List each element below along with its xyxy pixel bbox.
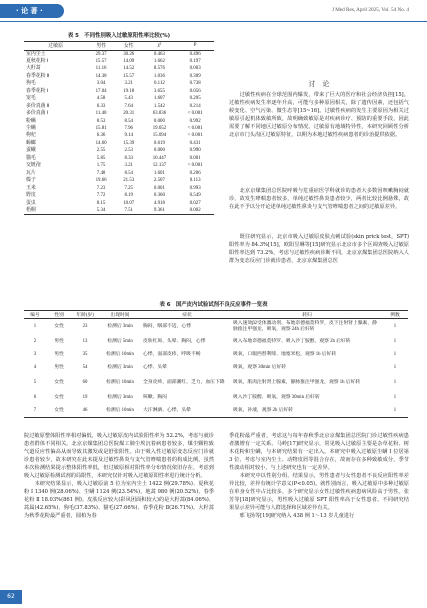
- table5-cell: 12.137: [152, 163, 167, 169]
- table5-cell: 0.003: [189, 66, 201, 72]
- table5-cell: 15.57: [95, 58, 107, 64]
- table5-cell: 玉米: [26, 185, 36, 191]
- table6-cell: 1: [33, 324, 37, 330]
- table5-cell: 8.576: [153, 66, 165, 72]
- table-row: [24, 185, 214, 192]
- table5-cell: 21.53: [123, 178, 135, 184]
- table5-cell: 15.39: [123, 140, 135, 146]
- table5-cell: < 0.001: [187, 133, 203, 139]
- table6-cell: 男性: [54, 352, 64, 357]
- table6-cell: 女性: [46, 405, 72, 418]
- table6-cell: 19: [82, 395, 88, 400]
- table5-cell: 7.51: [115, 207, 143, 215]
- table5-cell: 29.37: [95, 51, 107, 57]
- table6-cell: 1: [393, 352, 397, 357]
- table-row: [24, 110, 214, 117]
- table5-cell: 春季花粉 Ⅱ: [26, 73, 50, 79]
- table-row: [24, 88, 214, 95]
- table5-cell: 15.094: [152, 133, 167, 139]
- table5-cell: 春季花粉 Ⅰ: [26, 88, 49, 94]
- table5-cell: 10.07: [123, 200, 135, 206]
- table5-cell: 9.361: [143, 207, 177, 215]
- table-row: [24, 375, 408, 392]
- table5-header-cell: P: [176, 42, 214, 51]
- table5-cell: 8.54: [124, 170, 133, 176]
- table6-cell: 35: [82, 352, 88, 357]
- table5-cell: 0.113: [189, 178, 201, 184]
- table6-cell: 3: [33, 352, 37, 357]
- body-right-column: 季花粉最严重者，考虑这与每年春秋季北京京煤集团总医院门诊过敏性疾病患者激增有一定关系。马岭[17]研究显示，常见吸入过敏原主要是杂草花粉、树木花粉和尘螨，与本研究结果有一定出入。本研究中吸入过敏原尘螨 Ⅰ 位居第 3 位，考虑与室内尘土、动物皮屑等混合存在，故而存在多种致敏成分，季节性波动相对较小，与上述研究也有一定差异。 本研究中以性别分组，结果显示，男性患者与女性患者不良反应阳性率差异比较，差异有统计学意义(P<0.05)。就性别而言，吸入过敏原中多种过敏原在单身女性中占比较多，多个研究显示女性过敏性疾病患病风险高于男性。张芳等[18]研究显示，男性吸入过敏原 SPT 阳性率高于女性患者。不同研究结果显示差异可能与人群选择和区域差异有关。 邢飞扬等[19]研究纳入 438 例 1～13 岁儿童进行: [229, 433, 409, 520]
- table5-cell: 20.31: [123, 111, 135, 117]
- table5-cell: 室内尘土: [26, 51, 46, 57]
- table5-cell: 17.04: [95, 88, 107, 94]
- table6-cell: 23: [82, 324, 88, 330]
- table6-header-cell: 转归: [232, 311, 382, 319]
- table5: [24, 41, 214, 215]
- table5-cell: 3.21: [124, 81, 133, 87]
- table5-cell: 蚕蛾: [26, 148, 36, 154]
- table6-cell: 女性: [54, 324, 64, 330]
- table6-cell: 吸入沙丁胺醇、吸氧，观察 30min 后好转: [233, 395, 320, 400]
- table6-cell: 1: [393, 324, 397, 330]
- table-row: [24, 125, 214, 132]
- table-row: [24, 132, 214, 139]
- table5-cell: 0.001: [189, 155, 201, 161]
- table5-header-cell: 过敏原: [24, 42, 87, 51]
- table-row: [24, 50, 214, 58]
- table6-cell: 心悸，面部皮疹，呼吸不畅: [143, 352, 201, 357]
- table6-cell: 皮肤红斑、头晕、胸闷，心悸: [143, 339, 206, 344]
- table5-cell: 0.431: [189, 140, 201, 146]
- journal-citation: J Med Res, April 2025, Vol. 54 No. 4: [331, 7, 409, 13]
- table5-cell: 3.655: [153, 88, 165, 94]
- table5-cell: 1.542: [153, 103, 165, 109]
- discussion-para-2: 北京京煤集团总医院呼吸与危重症医学科就诊的患者大多数因咳嗽胸闷就诊，故发生哮喘患者较多，单纯过敏性鼻炎患者较少，两者比较比例悬殊，故在此不予以分开论述单纯过敏性鼻炎与支气管哮喘患者之间的过敏原差异。: [229, 188, 409, 210]
- table6-cell: 6: [33, 395, 37, 400]
- table-row: [24, 118, 214, 125]
- table5-cell: 14.60: [95, 140, 107, 146]
- table5-cell: 宠毛: [26, 96, 36, 102]
- table6-cell: 1: [382, 405, 408, 418]
- table5-cell: 19.652: [152, 126, 167, 132]
- body-left-column: 院过敏原整体阳性率相对偏低，吸入过敏原皮内试验阳性率为 52.2%，考虑与就诊患者群体不同相关。北京京煤集团总医院煤工肺尘埃沉着病患者较多，煤尘颗粒致气道反应性偏高从而导致其激发或是舒张阳性。由于吸入性过敏原变态反应门诊就诊患者较少，故本研究在此未提及过敏性鼻炎与支气管哮喘患者的构成比例。虽然本次检测结果提示整体阳性率低，但过敏原相对阳性率分布情况依旧存在，考虑到吸入过敏原检测试剂的局限性，本研究仅针对吸入过敏原阳性率进行统计分析。 本研究结果显示，吸入过敏原前 5 位为室内尘土 1422 例(29.78%)、夏秋花粉 Ⅰ 1340 例(28.06%)、尘螨 1124 例(23.54%)、地蒿 980 例(20.52%)、春季花粉 Ⅱ 18.03%(861 例)。皮肤反应较大(彩风团面积较大)的是大籽蒿(84.06%)、蒿属(42.65%)、狗毛(37.83%)、猫毛(27.66%)、春季花粉 Ⅱ(26.71%)。大籽蒿为秋季花粉最严重者，圆柏为春: [24, 433, 214, 520]
- table6-cell: 1: [393, 339, 397, 344]
- table6-cell: 54: [82, 365, 88, 370]
- table5-cell: 0.027: [189, 200, 201, 206]
- section-tab: · 论 著 ·: [0, 4, 64, 18]
- table5-cell: 0.000: [153, 148, 165, 154]
- header-rule: [0, 21, 427, 22]
- table-row: [24, 405, 408, 418]
- table6-cell: 检测后 3min: [107, 395, 133, 400]
- table5-cell: 15.57: [123, 73, 135, 79]
- table6-title: 表 6 国产皮内试验试剂不良反应事件一览表: [159, 302, 268, 308]
- table6-cell: 女性: [54, 380, 64, 385]
- table5-cell: 1.601: [153, 170, 165, 176]
- table5-cell: 4.918: [153, 200, 165, 206]
- table5-cell: < 0.001: [187, 111, 203, 117]
- table5-cell: 19.18: [123, 88, 135, 94]
- table5-cell: 0.205: [189, 96, 201, 102]
- table-row: [24, 362, 408, 375]
- table6-cell: 检测后 10min: [106, 380, 134, 385]
- table5-cell: 0.360: [153, 193, 165, 199]
- table5-cell: 11.16: [95, 66, 107, 72]
- table5-cell: 0.496: [189, 51, 201, 57]
- table5-cell: 蛋虫: [26, 200, 36, 206]
- table5-cell: 蟑螂: [26, 140, 36, 146]
- table5-cell: 0.619: [153, 140, 165, 146]
- table6-header-cell: 症状: [142, 311, 232, 319]
- table5-cell: 猫毛: [26, 155, 36, 161]
- table5-cell: 野皮: [26, 193, 36, 199]
- table6-cell: 胸闷，咽部不适，心悸: [143, 324, 191, 330]
- table5-cell: 大籽蒿: [26, 66, 41, 72]
- table5-cell: 0.309: [189, 73, 201, 79]
- table-row: [24, 162, 214, 169]
- table5-cell: 1.662: [153, 58, 165, 64]
- table5-cell: 9.14: [124, 133, 133, 139]
- table5-cell: 7.96: [124, 126, 133, 132]
- table-row: [24, 319, 408, 336]
- table5-cell: 0.993: [189, 185, 201, 191]
- table6-cell: 咳嗽、胸闷: [143, 395, 167, 400]
- table5-cell: 8.33: [124, 155, 133, 161]
- table6: [24, 310, 408, 418]
- table5-cell: 0.002: [176, 207, 214, 215]
- table6-cell: 1: [393, 365, 397, 370]
- table5-cell: 11.40: [95, 111, 107, 117]
- table5-cell: 交链孢: [26, 163, 41, 169]
- page-header: [0, 0, 427, 22]
- table5-cell: 夏秋花粉 Ⅰ: [26, 58, 49, 64]
- table-row: [24, 140, 214, 147]
- table5-cell: 8.53: [96, 118, 106, 124]
- table6-cell: 吸氧，口服西替利嗪、地塞米松，观察 1h 后好转: [233, 352, 337, 357]
- table5-cell: 狗毛: [26, 81, 36, 87]
- table5-cell: 1.607: [153, 96, 165, 102]
- table5-cell: 8.19: [124, 193, 133, 199]
- table5-cell: 0.001: [153, 185, 165, 191]
- table6-header-cell: 编号: [24, 311, 46, 319]
- table5-cell: 0.738: [189, 81, 201, 87]
- table5-cell: 瓦片: [26, 170, 36, 176]
- table6-cell: 4: [33, 365, 37, 370]
- table6-cell: 男性: [54, 365, 64, 370]
- table5-cell: 14.38: [95, 73, 107, 79]
- table5-cell: 0.197: [189, 58, 201, 64]
- table5-cell: 4.58: [96, 96, 106, 102]
- table5-cell: 3.21: [124, 163, 133, 169]
- table5-cell: 7.48: [96, 170, 106, 176]
- table5-cell: 7.72: [96, 193, 106, 199]
- table6-cell: 13: [82, 339, 88, 344]
- table5-cell: 0.549: [189, 193, 201, 199]
- table-row: [24, 95, 214, 102]
- table6-header-cell: 出现时间: [98, 311, 142, 319]
- table6-cell: 吸氧，肌肉注射肾上腺素，静脉推注甲强龙，观察 1h 后好转: [233, 380, 361, 385]
- table-row: [24, 207, 214, 215]
- table5-cell: 19.66: [95, 178, 107, 184]
- table5-cell: 粉螨: [26, 118, 36, 124]
- table5-cell: 7.64: [124, 103, 133, 109]
- table5-title: 表 5 不同性别吸入过敏原阳性率比较(%): [67, 33, 171, 39]
- table6-cell: 女性: [54, 395, 64, 400]
- table-row: [24, 170, 214, 177]
- table-row: [24, 155, 214, 162]
- table5-cell: 0.206: [189, 170, 201, 176]
- table6-cell: 大汗淋漓、心悸、头晕: [142, 405, 232, 418]
- table6-cell: 检测后 3min: [107, 324, 133, 330]
- table5-cell: 多价真菌 Ⅱ: [26, 103, 50, 109]
- discussion-heading: 讨 论: [308, 80, 330, 88]
- table5-cell: 6.36: [96, 133, 106, 139]
- table5-cell: 枸杞: [26, 133, 36, 139]
- table5-cell: 2.507: [153, 178, 165, 184]
- table5-cell: 63.836: [152, 111, 167, 117]
- table5-cell: 0.990: [189, 148, 201, 154]
- table6-cell: 46: [72, 405, 98, 418]
- table5-cell: 15.81: [95, 126, 107, 132]
- table5-cell: 3.04: [96, 81, 106, 87]
- table6-cell: 60: [82, 380, 88, 385]
- table5-cell: < 0.001: [187, 126, 203, 132]
- table-row: [24, 192, 214, 199]
- table5-cell: 14.09: [123, 58, 135, 64]
- table5-cell: 8.15: [96, 200, 106, 206]
- table-row: [24, 147, 214, 154]
- table-row: [24, 73, 214, 80]
- table6-cell: 2: [33, 339, 37, 344]
- table5-cell: 榛子: [26, 178, 36, 184]
- discussion-para-1: 过敏性疾病在全球范围内爆发，带来了巨大的医疗和社会经济负担[15]。过敏性疾病发生率逐年升高，可能与多种原因相关，除了遗传因素，还包括气候变化、空气污染、微生态等[15~16]。过敏性疾病的发生主要原因为相关过敏原引起机体致敏所致，故明确致敏原是对疾病诊疗、预防的重要手段，因此需要了解不同地区过敏原分布情况。过敏原有地域特异性，本研究回顾性分析北京市门头沟区过敏原特征，以期为本地过敏性疾病患者的诊治提供依据。: [229, 92, 409, 138]
- table5-cell: 6.33: [96, 103, 106, 109]
- table6-cell: 男性: [54, 339, 64, 344]
- table5-cell: 10.447: [152, 155, 167, 161]
- table-row: [24, 177, 214, 184]
- discussion-para-3: 既往研究显示，北京市吸入过敏原皮肤点刺试验(skin prick test，SPT)阳性率为 84.3%[15]，欧阳昱琳等[15]研究显示北京市多个区调查吸入过敏原阳性率达到 73.2%，考虑与过敏性疾病诊断不同，北京京煤集团总医院纳入人群为变态反应门诊就诊患者，北京京煤集团总医: [229, 234, 409, 264]
- table5-cell: 0.214: [189, 103, 201, 109]
- table6-header-cell: 性别: [46, 311, 72, 319]
- table5-cell: 7.23: [96, 185, 106, 191]
- table5-cell: 0.056: [189, 88, 201, 94]
- table-row: [24, 392, 408, 405]
- table5-cell: 7.25: [124, 185, 133, 191]
- table5-cell: 2.53: [124, 148, 133, 154]
- table5-cell: 8.54: [124, 118, 133, 124]
- table6-cell: 检测后 5min: [107, 339, 133, 344]
- table5-cell: 1.75: [96, 163, 106, 169]
- table5-cell: 14.52: [123, 66, 135, 72]
- table6-cell: 7: [24, 405, 46, 418]
- table6-cell: 吸氧，观察 30min 后好转: [233, 365, 287, 370]
- table5-cell: 5.43: [124, 96, 133, 102]
- table5-cell: 多价真菌 Ⅰ: [26, 111, 49, 117]
- table5-cell: 尘螨: [26, 126, 36, 132]
- table5-cell: 30.26: [123, 51, 135, 57]
- table5-header-cell: χ²: [143, 42, 177, 51]
- table6-cell: 5: [33, 380, 37, 385]
- page-number: 62: [0, 590, 22, 604]
- table5-header-cell: 男性: [87, 42, 115, 51]
- table-row: [24, 65, 214, 72]
- table6-cell: 1: [393, 380, 397, 385]
- table-row: [24, 103, 214, 110]
- table6-cell: 心悸、头晕: [143, 365, 167, 370]
- table6-cell: 1: [393, 395, 397, 400]
- table-row: [24, 336, 408, 349]
- table5-cell: 0.000: [153, 118, 165, 124]
- table-row: [24, 349, 408, 362]
- table6-cell: 全身皮疹，面部潮红、乏力，血压下降: [143, 380, 225, 385]
- table5-cell: 0.112: [154, 81, 165, 87]
- table6-header-cell: 例数: [382, 311, 408, 319]
- table5-cell: 0.992: [189, 118, 201, 124]
- table5-cell: 梧桐: [24, 207, 87, 215]
- table5-cell: 2.55: [96, 148, 106, 154]
- table5-cell: 0.463: [153, 51, 165, 57]
- table5-cell: 1.036: [153, 73, 165, 79]
- table6-header-cell: 年龄(岁): [72, 311, 98, 319]
- table-row: [24, 80, 214, 87]
- table6-cell: 检测后 10min: [98, 405, 142, 418]
- table5-cell: < 0.001: [187, 163, 203, 169]
- table6-cell: 吸氧，补液，观察 2h 后好转: [232, 405, 382, 418]
- table6-cell: 吸入布地奈德福莫特罗、吸入沙丁胺醇，观察 2h 后好转: [233, 339, 351, 344]
- table-row: [24, 58, 214, 65]
- table6-cell: 吸入速效β2受体激动剂、布地奈德福莫特罗，皮下注射肾上腺素，静脉推注甲强龙，吸氧，观察 24h 后好转: [233, 321, 377, 333]
- table6-cell: 检测后 10min: [106, 352, 134, 357]
- table5-cell: 5.85: [96, 155, 106, 161]
- table6-cell: 检测后 3min: [107, 365, 133, 370]
- table5-header-cell: 女性: [115, 42, 143, 51]
- table-row: [24, 200, 214, 207]
- table5-cell: 5.34: [87, 207, 115, 215]
